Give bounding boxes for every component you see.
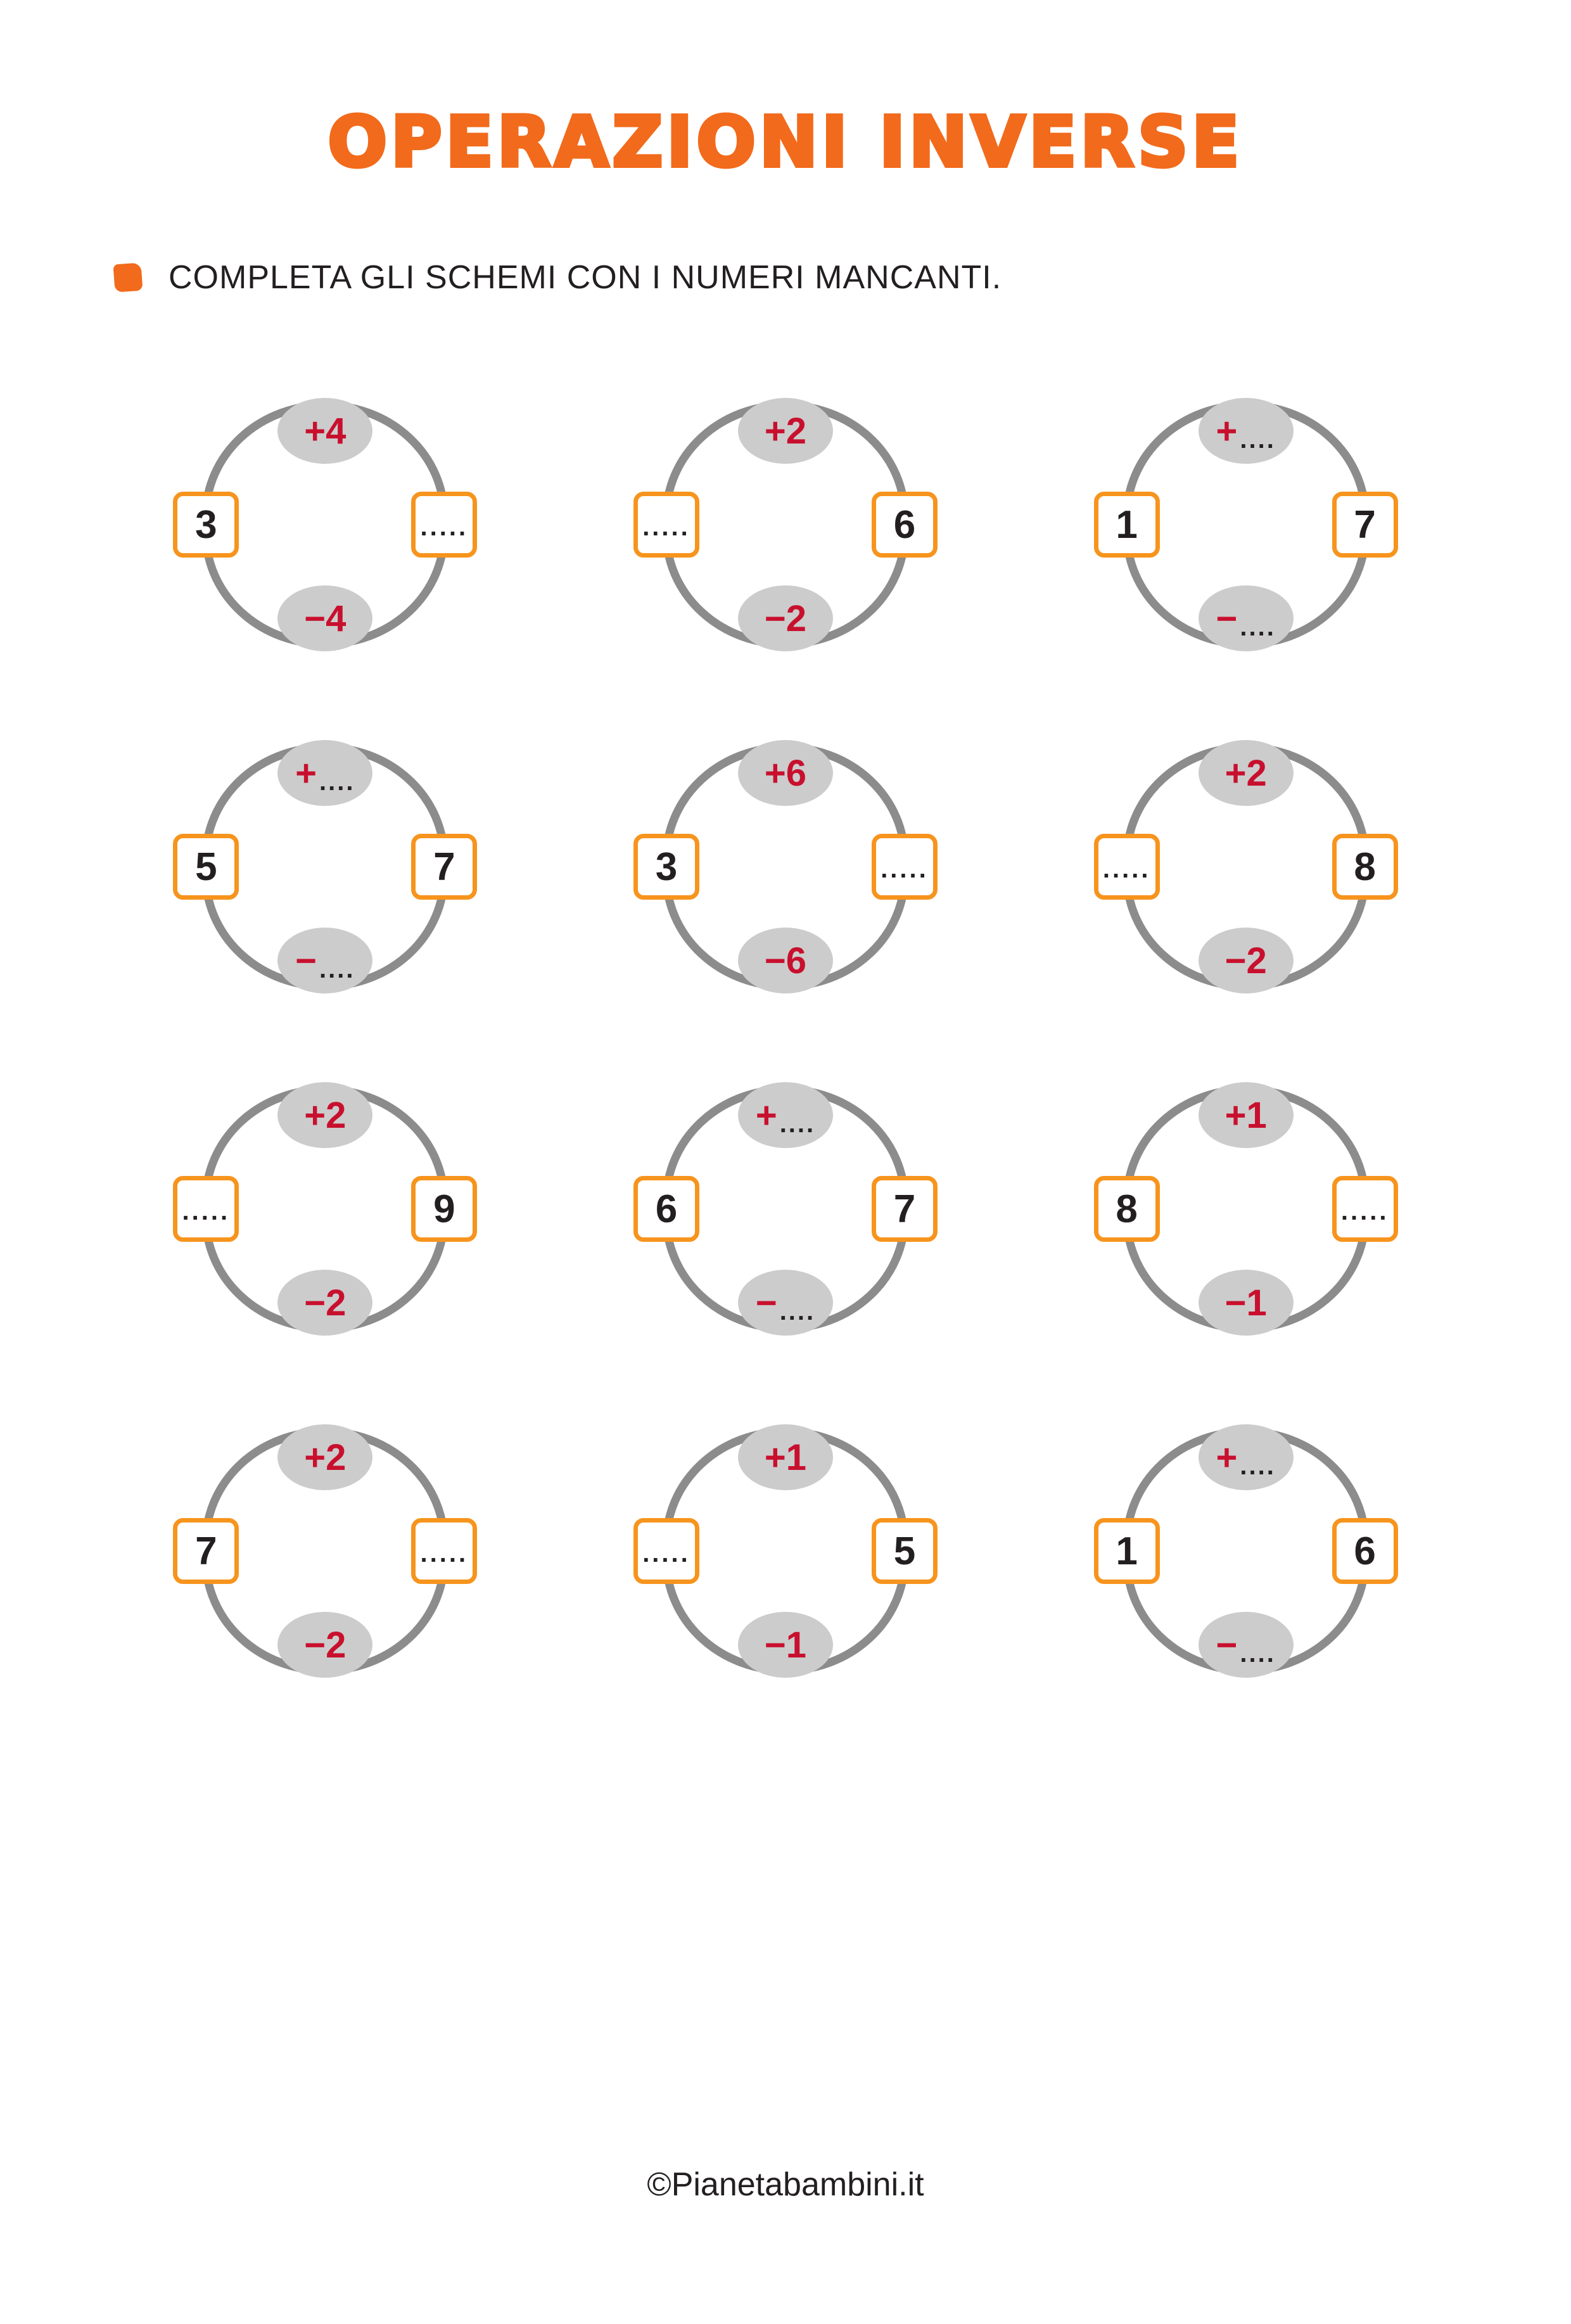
scheme-5-right-value[interactable]: ..... — [872, 834, 938, 900]
scheme-9-bottom-operator: −1 — [1199, 1270, 1294, 1336]
instruction-row — [114, 259, 1571, 297]
scheme-7-bottom-operator: −2 — [277, 1270, 372, 1336]
scheme-8-bottom-operator[interactable]: − .... — [738, 1270, 833, 1336]
scheme-3 — [1069, 392, 1423, 658]
scheme-9 — [1069, 1076, 1423, 1342]
scheme-5 — [608, 734, 963, 1000]
scheme-11-top-operator: +1 — [738, 1424, 833, 1490]
scheme-3-bottom-operator[interactable]: − .... — [1199, 585, 1294, 651]
scheme-11 — [608, 1418, 963, 1684]
scheme-9-top-operator: +1 — [1199, 1082, 1294, 1148]
scheme-6-right-value: 8 — [1332, 834, 1398, 900]
scheme-6-bottom-operator: −2 — [1199, 928, 1294, 993]
scheme-10-left-value: 7 — [173, 1518, 239, 1584]
scheme-10 — [148, 1418, 502, 1684]
scheme-8 — [608, 1076, 963, 1342]
scheme-7 — [148, 1076, 502, 1342]
scheme-4-right-value: 7 — [411, 834, 477, 900]
scheme-2-right-value: 6 — [872, 492, 938, 558]
scheme-4-left-value: 5 — [173, 834, 239, 900]
scheme-2-left-value[interactable]: ..... — [633, 492, 699, 558]
page-title: OPERAZIONI INVERSE — [328, 101, 1243, 182]
scheme-9-right-value[interactable]: ..... — [1332, 1176, 1398, 1242]
schemes-grid — [0, 392, 1571, 1684]
scheme-4-bottom-operator[interactable]: − .... — [277, 928, 372, 993]
scheme-12-left-value: 1 — [1094, 1518, 1160, 1584]
scheme-10-right-value[interactable]: ..... — [411, 1518, 477, 1584]
instruction-text: COMPLETA GLI SCHEMI CON I NUMERI MANCANTI. — [169, 259, 1002, 296]
scheme-2-top-operator: +2 — [738, 398, 833, 464]
scheme-6-left-value[interactable]: ..... — [1094, 834, 1160, 900]
scheme-8-top-operator[interactable]: + .... — [738, 1082, 833, 1148]
scheme-8-right-value: 7 — [872, 1176, 938, 1242]
scheme-3-left-value: 1 — [1094, 492, 1160, 558]
scheme-8-left-value: 6 — [633, 1176, 699, 1242]
scheme-12-top-operator[interactable]: + .... — [1199, 1424, 1294, 1490]
scheme-12 — [1069, 1418, 1423, 1684]
scheme-1-top-operator: +4 — [277, 398, 372, 464]
scheme-11-right-value: 5 — [872, 1518, 938, 1584]
scheme-5-left-value: 3 — [633, 834, 699, 900]
scheme-12-right-value: 6 — [1332, 1518, 1398, 1584]
scheme-7-right-value: 9 — [411, 1176, 477, 1242]
scheme-1-right-value[interactable]: ..... — [411, 492, 477, 558]
footer-credit: ©Pianetabambini.it — [647, 2166, 924, 2203]
bullet-icon — [113, 263, 143, 293]
scheme-6-top-operator: +2 — [1199, 740, 1294, 806]
scheme-7-top-operator: +2 — [277, 1082, 372, 1148]
scheme-11-bottom-operator: −1 — [738, 1612, 833, 1678]
scheme-10-bottom-operator: −2 — [277, 1612, 372, 1678]
scheme-4 — [148, 734, 502, 1000]
scheme-3-right-value: 7 — [1332, 492, 1398, 558]
scheme-1-bottom-operator: −4 — [277, 585, 372, 651]
scheme-5-bottom-operator: −6 — [738, 928, 833, 993]
scheme-12-bottom-operator[interactable]: − .... — [1199, 1612, 1294, 1678]
scheme-4-top-operator[interactable]: + .... — [277, 740, 372, 806]
scheme-3-top-operator[interactable]: + .... — [1199, 398, 1294, 464]
scheme-11-left-value[interactable]: ..... — [633, 1518, 699, 1584]
scheme-7-left-value[interactable]: ..... — [173, 1176, 239, 1242]
scheme-5-top-operator: +6 — [738, 740, 833, 806]
scheme-2 — [608, 392, 963, 658]
scheme-1-left-value: 3 — [173, 492, 239, 558]
scheme-10-top-operator: +2 — [277, 1424, 372, 1490]
scheme-9-left-value: 8 — [1094, 1176, 1160, 1242]
scheme-1 — [148, 392, 502, 658]
scheme-2-bottom-operator: −2 — [738, 585, 833, 651]
scheme-6 — [1069, 734, 1423, 1000]
